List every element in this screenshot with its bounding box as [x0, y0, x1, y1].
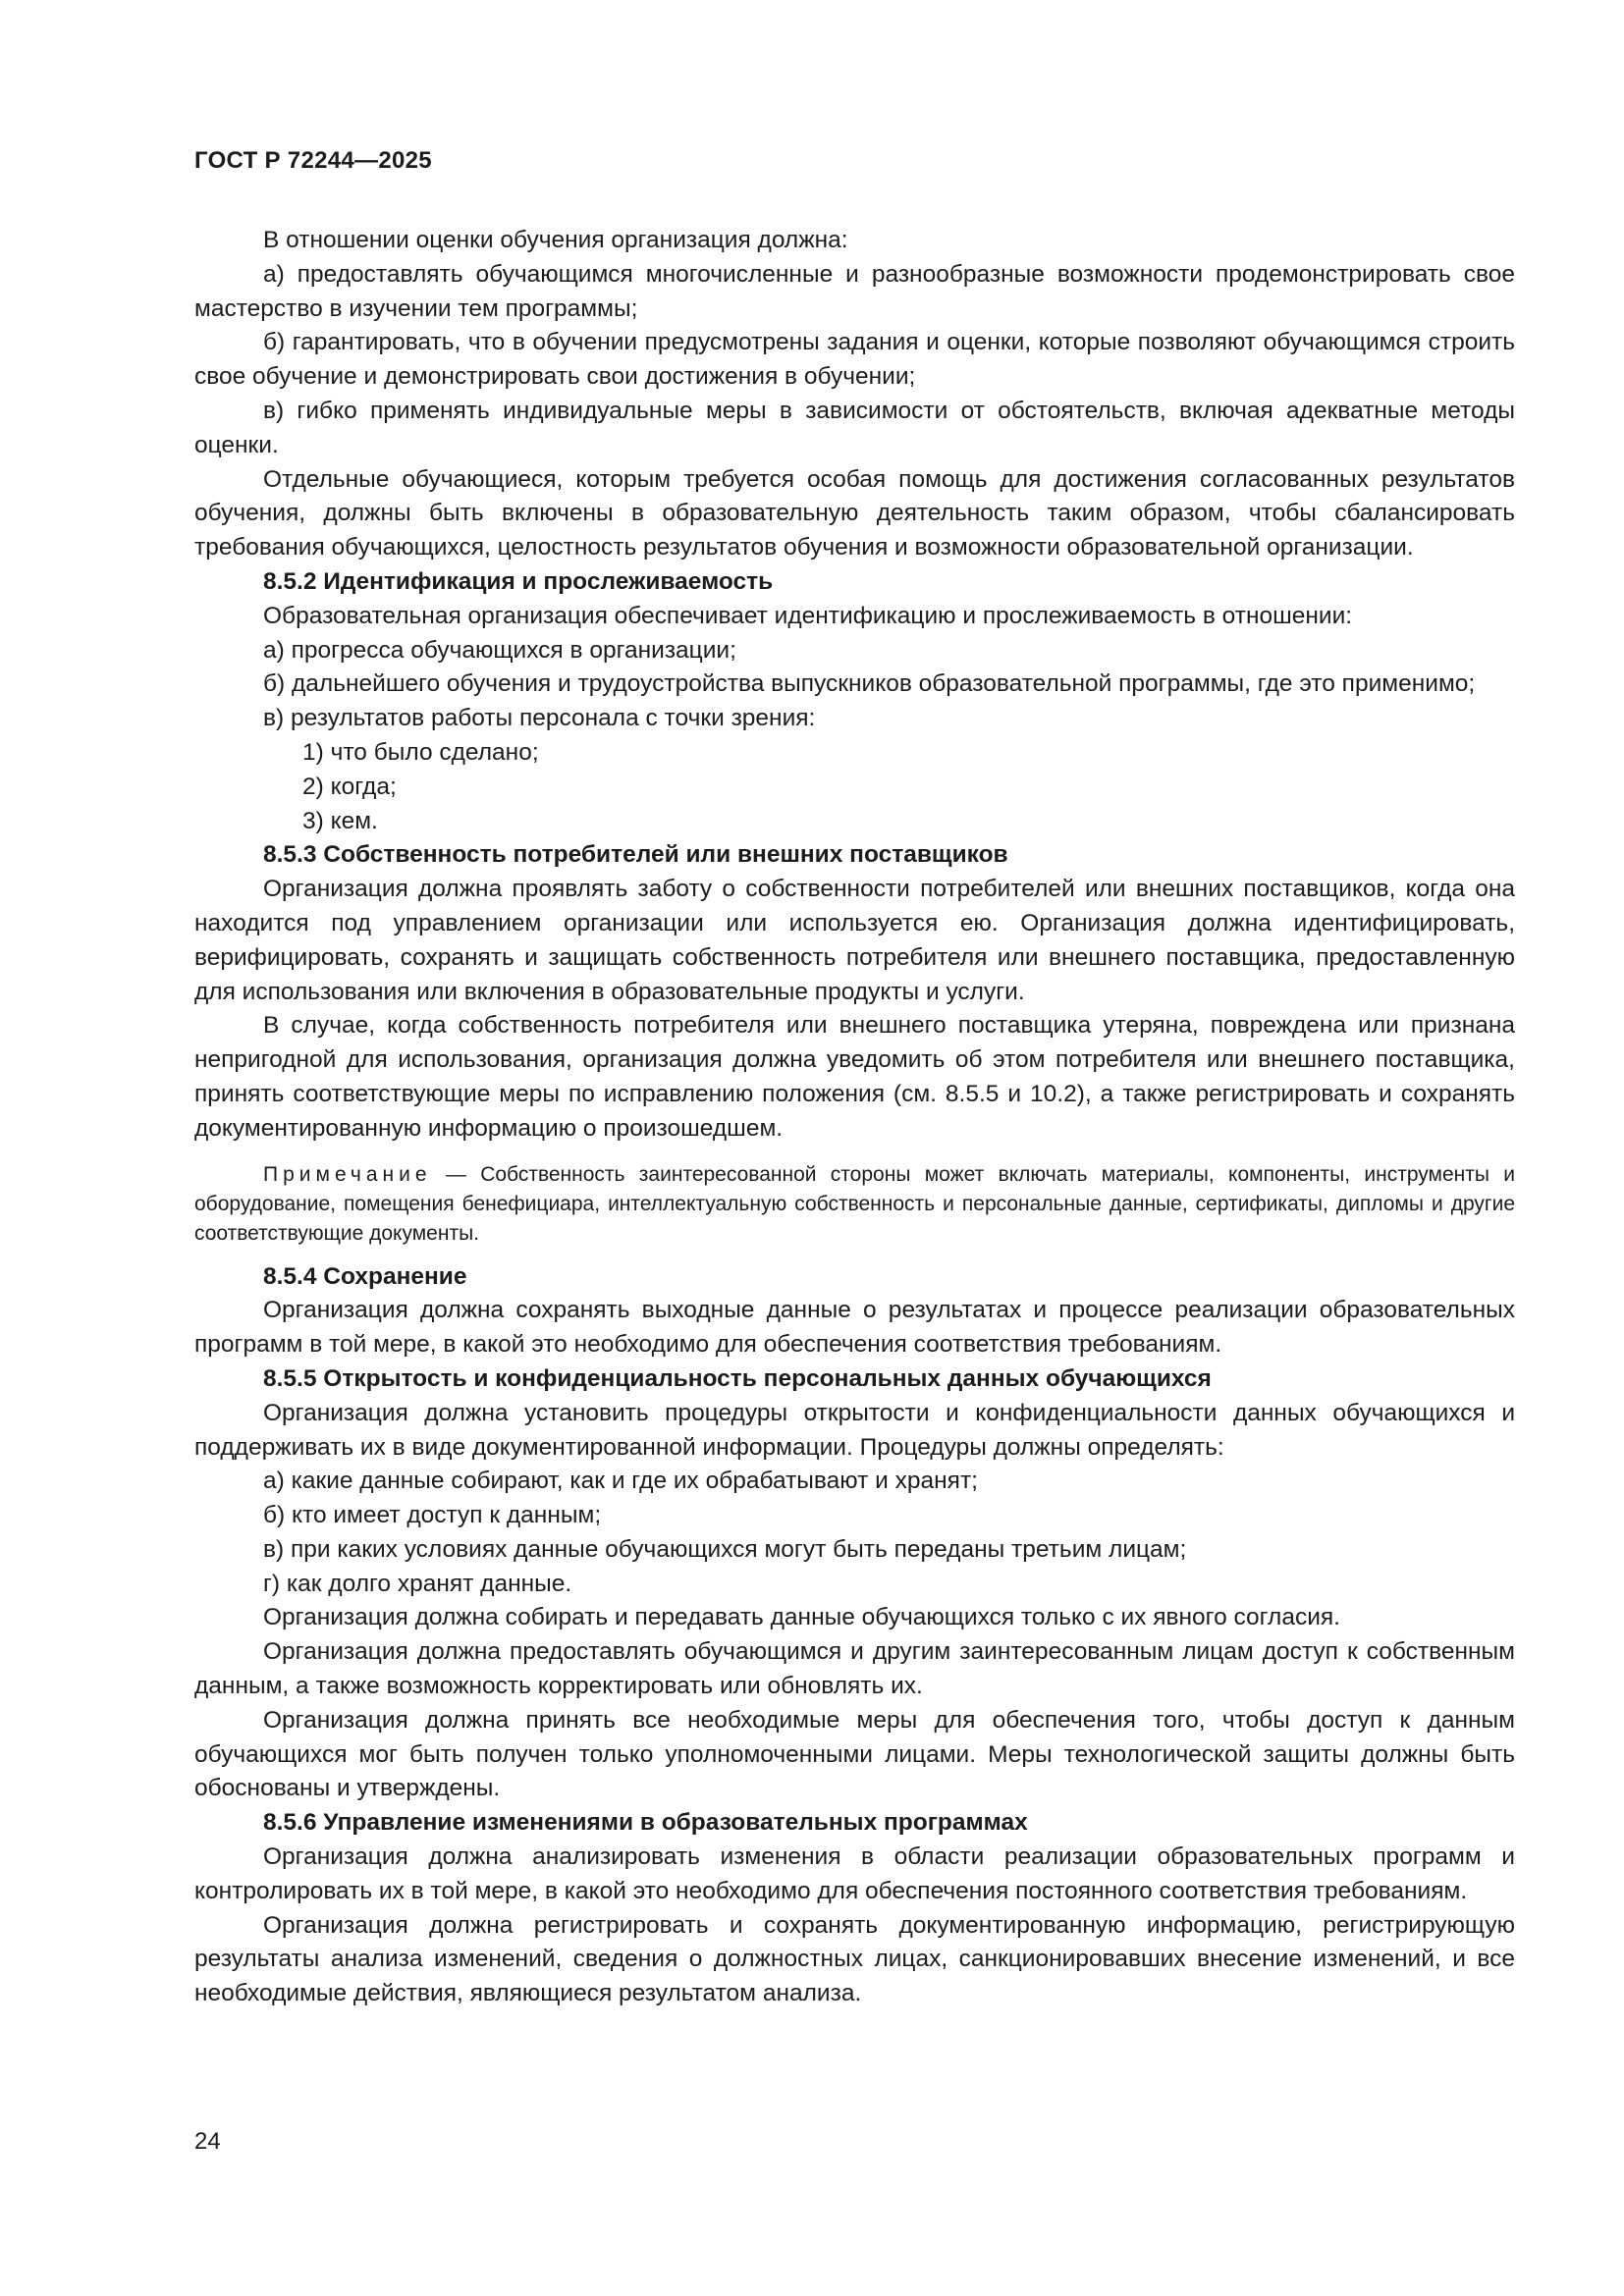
paragraph: Организация должна регистрировать и сохранять документированную информацию, регистрирующую результаты анализа изменений, сведения о должностных лицах, санкционировавших внесение изменений, и все необходимые действия, являющиеся результатом анализа. [194, 1911, 1515, 2007]
section-heading: 8.5.6 Управление изменениями в образовательных программах [263, 1809, 1028, 1837]
sub-list-item: 2) когда; [302, 773, 397, 800]
paragraph: Организация должна анализировать изменения в области реализации образовательных программ и контролировать их в той мере, в какой это необходимо для обеспечения постоянного соответствия требованиям. [194, 1843, 1515, 1904]
paragraph: а) предоставлять обучающимся многочисленные и разнообразные возможности продемонстрировать свое мастерство в изучении тем программы; [194, 260, 1515, 322]
paragraph: Организация должна предоставлять обучающимся и другим заинтересованным лицам доступ к собственным данным, а также возможность корректировать или обновлять их. [194, 1638, 1515, 1700]
section-heading: 8.5.3 Собственность потребителей или внешних поставщиков [263, 841, 1008, 869]
note [194, 1160, 1515, 1249]
paragraph: б) кто имеет доступ к данным; [263, 1502, 602, 1529]
standard-header: ГОСТ Р 72244—2025 [194, 147, 432, 174]
sub-list-item: 1) что было сделано; [302, 738, 539, 766]
paragraph: Образовательная организация обеспечивает идентификацию и прослеживаемость в отношении: [263, 602, 1353, 629]
paragraph: в) результатов работы персонала с точки зрения: [263, 705, 816, 732]
paragraph: в) гибко применять индивидуальные меры в зависимости от обстоятельств, включая адекватные методы оценки. [194, 397, 1515, 458]
paragraph: г) как долго хранят данные. [263, 1570, 572, 1597]
paragraph: а) какие данные собирают, как и где их обрабатывают и хранят; [263, 1468, 978, 1495]
sub-list-item: 3) кем. [302, 807, 378, 834]
paragraph: в) при каких условиях данные обучающихся могут быть переданы третьим лицам; [263, 1535, 1187, 1563]
section-heading: 8.5.5 Открытость и конфиденциальность персональных данных обучающихся [263, 1364, 1212, 1392]
paragraph: Организация должна установить процедуры открытости и конфиденциальности данных обучающихся и поддерживать их в виде документированной информации. Процедуры должны определять: [194, 1399, 1515, 1461]
section-heading: 8.5.2 Идентификация и прослеживаемость [263, 567, 774, 595]
paragraph: В случае, когда собственность потребителя или внешнего поставщика утеряна, повреждена или признана непригодной для использования, организация должна уведомить об этом потребителя или внешнего поставщика, принять соответствующие меры по исправлению положения (см. 8.5.5 и 10.2), а также регистрировать и сохранять документированную информацию о произошедшем. [194, 1012, 1515, 1142]
paragraph: Организация должна проявлять заботу о собственности потребителей или внешних поставщиков, когда она находится под управлением организации или используется ею. Организация должна идентифицировать, верифицировать, сохранять и защищать собственность потребителя или внешнего поставщика, предоставленную для использования или включения в образовательные продукты и услуги. [194, 876, 1515, 1005]
paragraph: б) гарантировать, что в обучении предусмотрены задания и оценки, которые позволяют обучающимся строить свое обучение и демонстрировать свои достижения в обучении; [194, 329, 1515, 391]
paragraph: б) дальнейшего обучения и трудоустройства выпускников образовательной программы, где это применимо; [263, 670, 1476, 698]
document-body [194, 224, 1515, 2011]
note-label: Примечание [263, 1162, 432, 1186]
paragraph: Организация должна принять все необходимые меры для обеспечения того, чтобы доступ к данным обучающихся мог быть получен только уполномоченными лицами. Меры технологической защиты должны быть обоснованы и утверждены. [194, 1706, 1515, 1802]
paragraph: В отношении оценки обучения организация должна: [263, 227, 848, 253]
note-text: — Собственность заинтересованной стороны может включать материалы, компоненты, инструменты и оборудование, помещения бенефициара, интеллектуальную собственность и персональные данные, сертификаты, дипломы и другие соответствующие документы. [194, 1162, 1515, 1245]
paragraph: Отдельные обучающиеся, которым требуется особая помощь для достижения согласованных результатов обучения, должны быть включены в образовательную деятельность таким образом, чтобы сбалансировать требования обучающихся, целостность результатов обучения и возможности образовательной организации. [194, 465, 1515, 561]
paragraph: Организация должна сохранять выходные данные о результатах и процессе реализации образовательных программ в той мере, в какой это необходимо для обеспечения соответствия требованиям. [194, 1297, 1515, 1359]
paragraph: Организация должна собирать и передавать данные обучающихся только с их явного согласия. [263, 1604, 1340, 1631]
section-heading: 8.5.4 Сохранение [263, 1262, 467, 1290]
paragraph: а) прогресса обучающихся в организации; [263, 636, 736, 664]
page-number: 24 [194, 2128, 221, 2155]
